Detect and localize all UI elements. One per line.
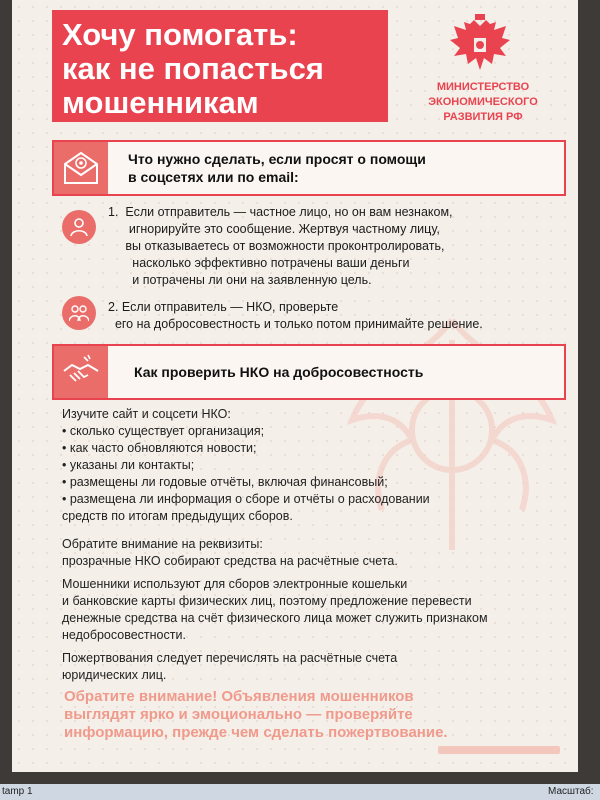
ministry-line-2: ЭКОНОМИЧЕСКОГО [428,96,538,108]
ministry-line-3: РАЗВИТИЯ РФ [443,111,523,123]
title-banner [52,10,388,122]
list-item: средств по итогам предыдущих сборов. [62,509,293,523]
paragraph-donations [62,650,397,684]
paragraph-requisites [62,536,398,570]
warning-line-2: выглядят ярко и эмоционально — проверяйте [64,706,413,723]
paragraph-line: юридических лиц. [62,668,167,682]
warning-line-1: Обратите внимание! Объявления мошенников [64,688,414,705]
list-item: • размещена ли информация о сборе и отчёты о расходовании [62,492,430,506]
warning-line-3: информацию, прежде чем сделать пожертвование. [64,724,448,741]
list-item: • указаны ли контакты; [62,458,195,472]
list-item: • сколько существует организация; [62,424,265,438]
instruction-item-2: 2. Если отправитель — НКО, проверьте его на добросовестность и только потом принимайте решение. [108,300,483,331]
title-line-2: как не попасться [62,51,324,86]
paragraph-line: и банковские карты физических лиц, поэтому предложение перевести [62,594,472,608]
ministry-line-1: МИНИСТЕРСТВО [436,81,530,93]
section-icon-box [54,142,108,194]
handshake-icon [62,353,100,391]
section-title-social [128,150,426,186]
title-line-1: Хочу помогать: [62,17,298,52]
poster [12,0,578,772]
site-url-strip [438,746,560,754]
checklist-intro: Изучите сайт и соцсети НКО: [62,407,231,421]
paragraph-line: Обратите внимание на реквизиты: [62,537,263,551]
warning-text [64,688,564,742]
paragraph-line: Пожертвования следует перечислять на расчётные счета [62,651,398,665]
people-icon [62,296,96,330]
envelope-icon [62,149,100,187]
ministry-name [412,80,554,125]
list-item: • размещены ли годовые отчёты, включая финансовый; [62,475,388,489]
status-bar [0,784,600,800]
paragraph-line: прозрачные НКО собирают средства на расчётные счета. [62,554,398,568]
section-title-check: Как проверить НКО на добросовестность [134,364,424,380]
zoom-label[interactable]: Масштаб: [548,786,594,797]
checklist [62,406,430,525]
paragraph-line: Мошенники используют для сборов электронные кошельки [62,577,408,591]
status-left: tamp 1 [2,786,33,797]
person-icon [62,210,96,244]
paragraph-line: недобросовестности. [62,628,186,642]
paragraph-fraudsters [62,576,488,644]
section-title-line-2: в соцсетях или по email: [128,169,299,185]
instruction-item-1: 1. Если отправитель — частное лицо, но он вам незнаком, игнорируйте это сообщение. Жертвуя частному лицу, вы отказываетесь от возможности проконтролировать, насколько эффективно потрачены ваши деньги и потрачены ли они на заявленную цель. [108,205,453,287]
section-header-social [52,140,566,196]
section-header-check [52,344,566,400]
paragraph-line: денежные средства на счёт физического лица может служить признаком [62,611,488,625]
title-line-3: мошенникам [62,85,259,120]
section-title-line-1: Что нужно сделать, если просят о помощи [128,151,426,167]
section-icon-box-2 [54,346,108,398]
list-item: • как часто обновляются новости; [62,441,257,455]
coat-of-arms-icon [446,12,514,78]
